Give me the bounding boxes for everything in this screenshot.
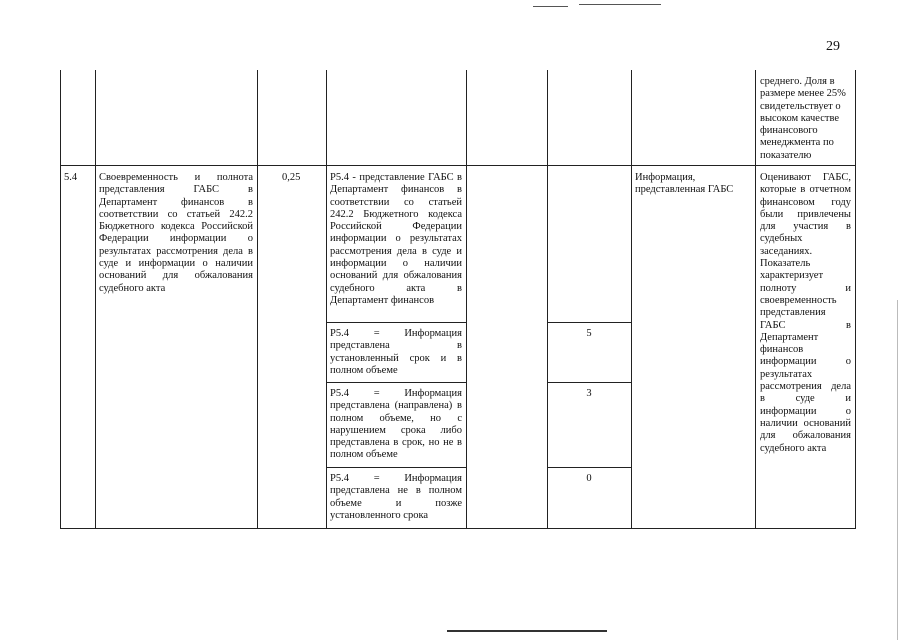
scan-edge	[897, 300, 898, 640]
indicator-weight: 0,25	[282, 172, 301, 183]
formula-description: Р5.4 - представление ГАБС в Департамент финансов в соответствии со статьей 242.2 Бюджетного кодекса Российской Федерации информации о результатах рассмотрения дела в суде и информации о наличии оснований для обжалования судебного акта в Департамент финансов	[330, 172, 462, 306]
criterion-text: Р5.4 = Информация представлена в установленный срок и в полном объеме	[330, 328, 462, 376]
continuation-comment: среднего. Доля в размере менее 25% свидетельствует о высоком качестве финансового менеджмента по показателю	[760, 76, 846, 161]
criterion-score: 0	[586, 473, 592, 484]
scan-mark	[533, 6, 568, 7]
criterion-score: 5	[586, 328, 592, 339]
indicator-comment: Оценивают ГАБС, которые в отчетном финансовом году были привлечены для участия в судебных заседаниях. Показатель характеризует полноту и своевременность представления ГАБС в Департамент финансов информации о результатах рассмотрения дела в суде и информации о наличии оснований для обжалования судебного акта	[760, 172, 851, 454]
scan-mark	[579, 4, 661, 5]
row-number: 5.4	[64, 172, 78, 183]
indicator-name: Своевременность и полнота представления ГАБС в Департамент финансов в соответствии со статьей 242.2 Бюджетного кодекса Российской Федерации информации о результатах рассмотрения дела в суде и информации о наличии оснований для обжалования судебного акта	[99, 172, 253, 294]
criterion-text: Р5.4 = Информация представлена (направлена) в полном объеме, но с нарушением срока либо представлена в срок, но не в полном объеме	[330, 388, 462, 461]
page-number: 29	[826, 39, 840, 54]
criterion-score: 3	[586, 388, 592, 399]
scan-mark	[447, 630, 607, 632]
criterion-text: Р5.4 = Информация представлена не в полном объеме и позже установленного срока	[330, 473, 462, 521]
information-source: Информация, представленная ГАБС	[635, 172, 734, 196]
